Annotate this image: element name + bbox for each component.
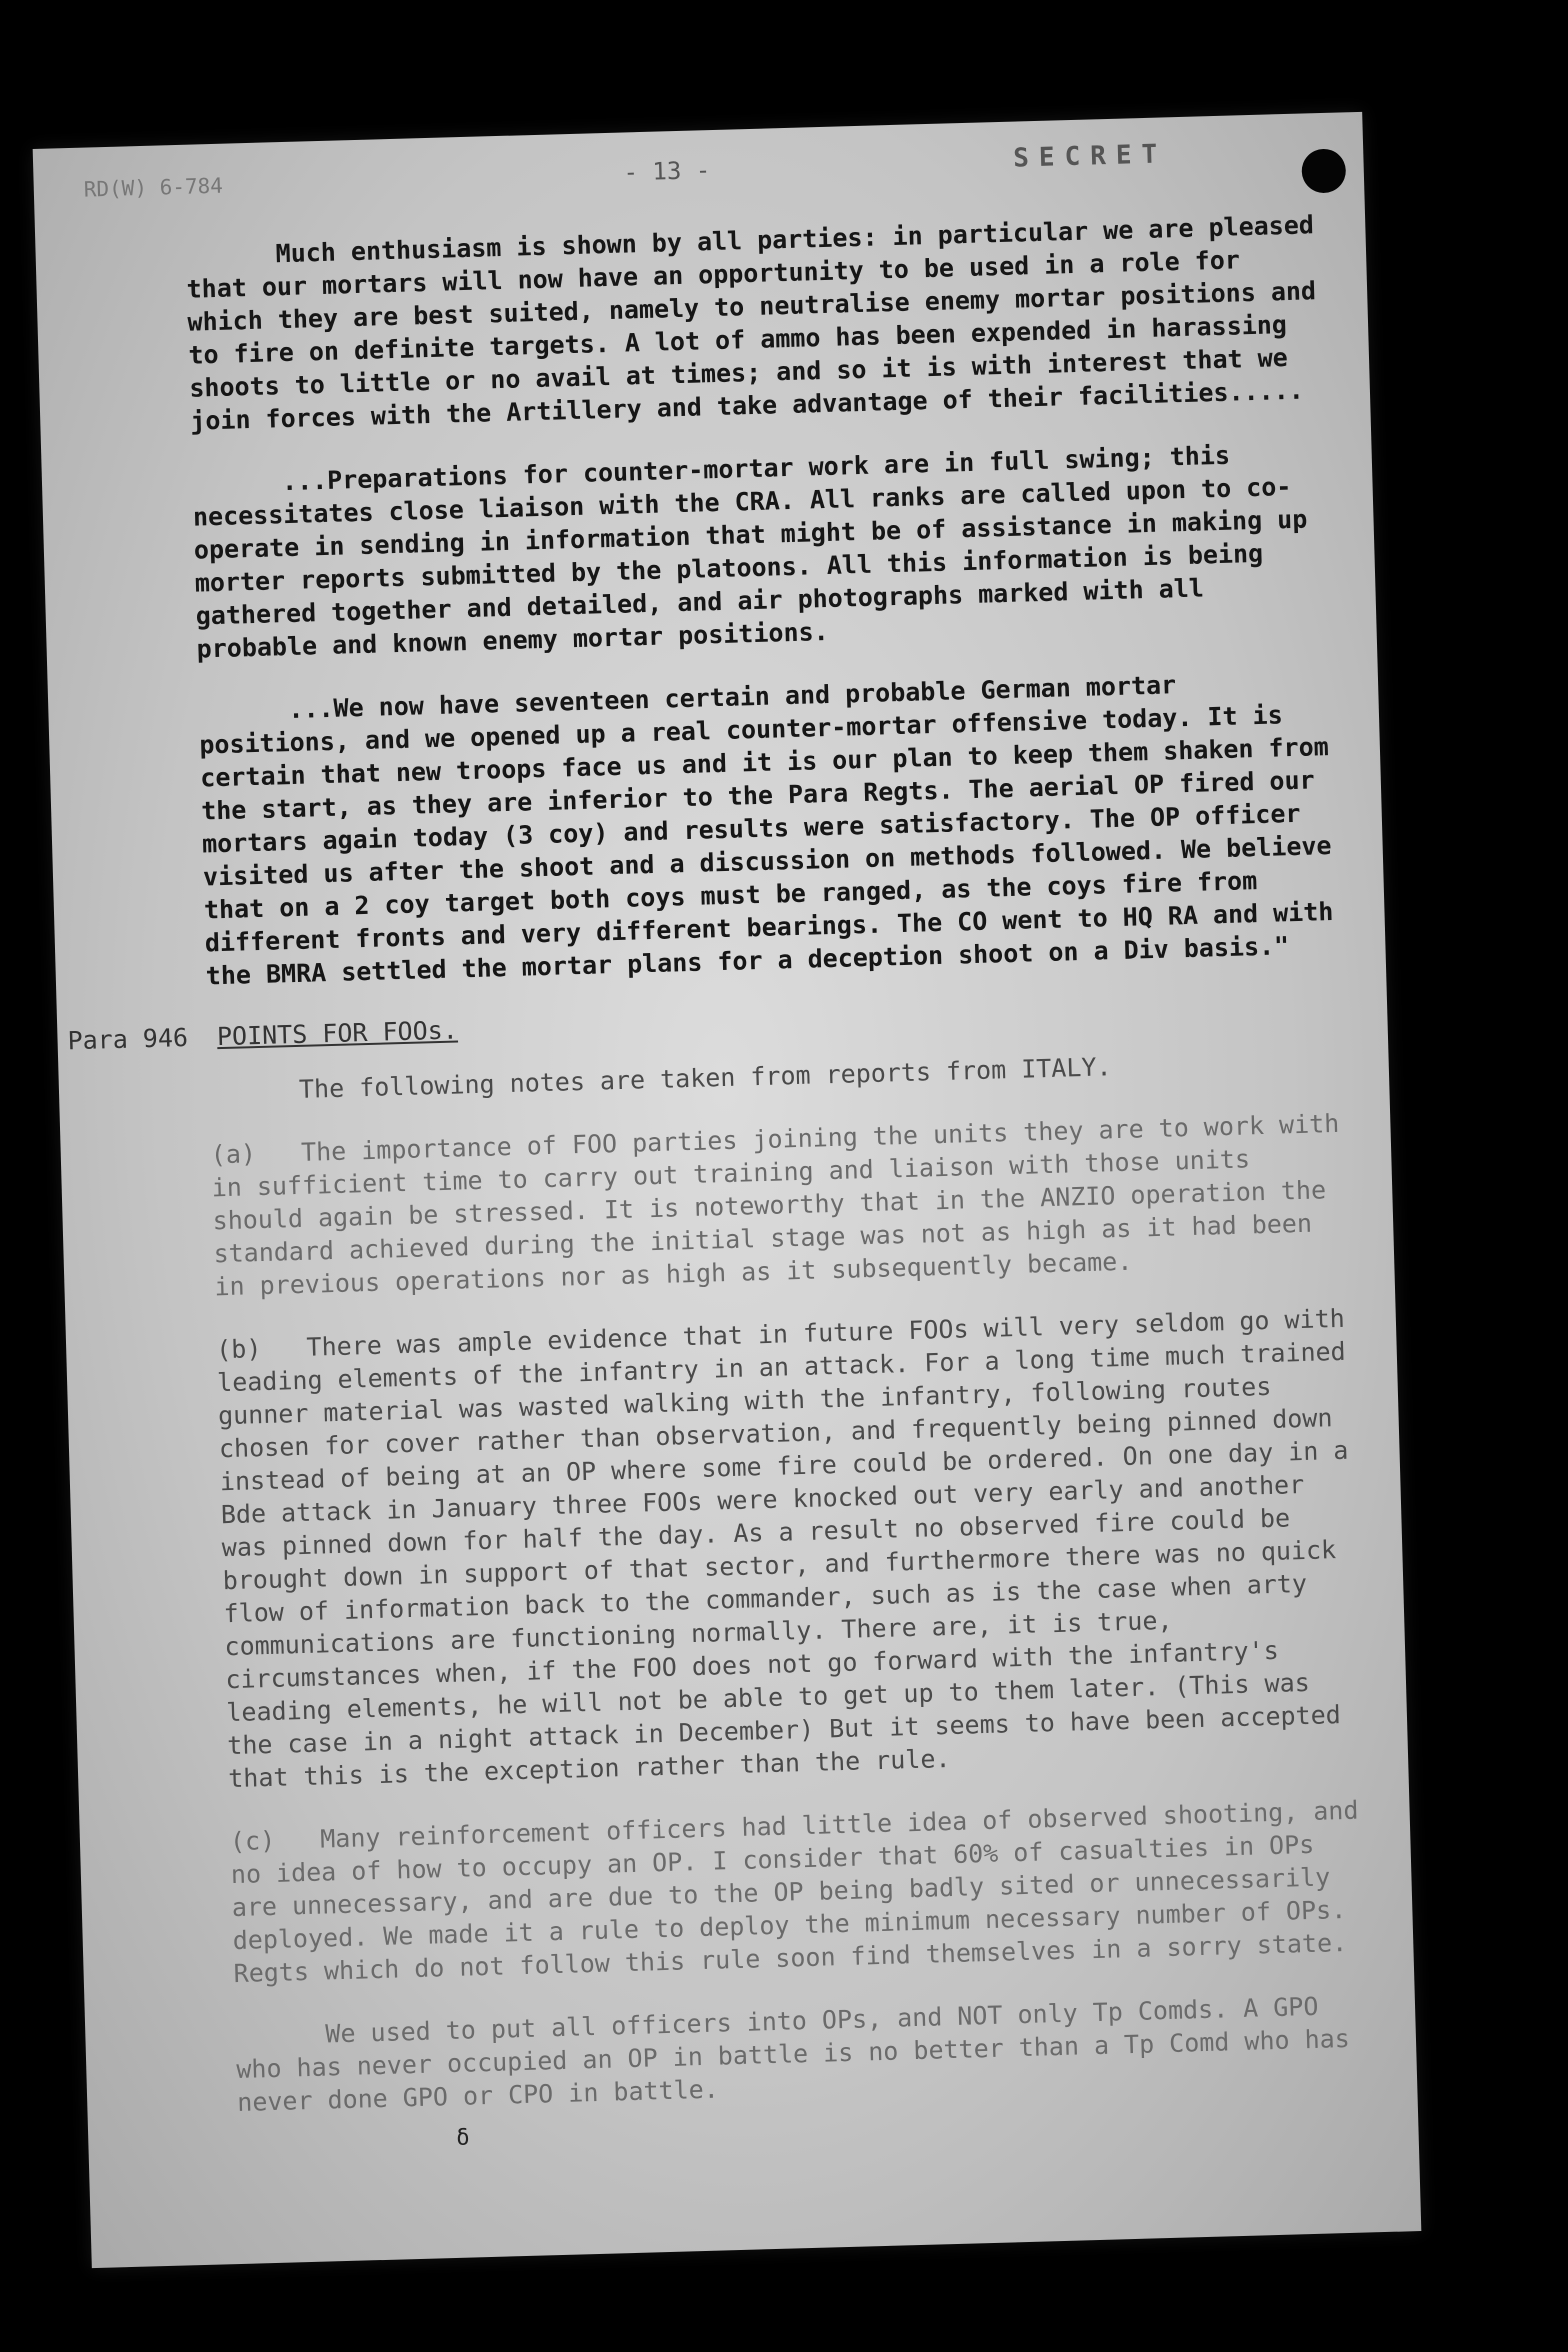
- document-reference: RD(W) 6-784: [83, 173, 224, 202]
- margin-mark: δ: [456, 2125, 470, 2151]
- page-header: [83, 137, 1244, 209]
- closing-paragraph: We used to put all officers into OPs, and NOT only Tp Comds. A GPO who has never occupied an OP in battle is no better than a Tp Comd who has never done GPO or CPO in battle.: [235, 1991, 1366, 2118]
- section-intro: The following notes are taken from reports from ITALY.: [298, 1052, 1112, 1104]
- section-heading: [67, 991, 1347, 1056]
- document-page: [33, 112, 1422, 2268]
- note-item-a: (a) The importance of FOO parties joining the units they are to work with in sufficient time to carry out training and liaison with those units should again be stressed. It is noteworthy that in the ANZIO operation the standard achieved during the initial stage was not as high as it had been in previous operations nor as high as it subsequently became.: [210, 1108, 1355, 1302]
- quoted-paragraph-3: ...We now have seventeen certain and probable German mortar positions, and we opened up a real counter-mortar offensive today. It is certain that new troops face us and it is our plan to keep them shaken from the start, as they are inferior to the Para Regts. The aerial OP fired our mortars again today (3 coy) and results were satisfactory. The OP officer visited us after the shoot and a discussion on methods followed. We believe that on a 2 coy target both coys must be ranged, as the coys fire from different fronts and very different bearings. The CO went to HQ RA and with the BMRA settled the mortar plans for a deception shoot on a Div basis.": [198, 669, 1349, 991]
- punch-hole: [1301, 148, 1346, 193]
- document-body: [67, 208, 1378, 2149]
- note-item-c: (c) Many reinforcement officers had little idea of observed shooting, and no idea of how to occupy an OP. I consider that 60% of casualties in OPs are unnecessary, and are due to the OP being badly sited or unnecessarily deployed. We made it a rule to deploy the minimum necessary number of OPs. Regts which do not follow this rule soon find themselves in a sorry state.: [229, 1795, 1374, 1989]
- page-number: - 13 -: [623, 156, 711, 187]
- section-title: POINTS FOR FOOs.: [216, 1015, 459, 1052]
- quoted-paragraph-2: ...Preparations for counter-mortar work are in full swing; this necessitates close liaison with the CRA. All ranks are called upon to co-operate in sending in information that might be of assistance in making up morter reports submitted by the platoons. All this information is being gathered together and detailed, and air photographs marked with all probable and known enemy mortar positions.: [192, 440, 1323, 664]
- quoted-paragraph-1: Much enthusiasm is shown by all parties: in particular we are pleased that our mortars will now have an opportunity to be used in a role for which they are best suited, namely to neutralise enemy mortar positions and to fire on definite targets. A lot of ammo has been expended in harassing shoots to little or no avail at times; and so it is with interest that we join forces with the Artillery and take advantage of their facilities.....: [186, 209, 1332, 436]
- classification-stamp: SECRET: [1012, 139, 1168, 174]
- section-number: Para 946: [67, 1022, 189, 1056]
- note-item-b: (b) There was ample evidence that in future FOOs will very seldom go with leading elements of the infantry in an attack. For a long time much trained gunner material was wasted walking with the infantry, following routes chosen for cover rather than observation, and frequently being pinned down instead of being at an OP where some fire could be ordered. On one day in a Bde attack in January three FOOs were knocked out very early and another was pinned down for half the day. As a result no observed fire could be brought down in support of that sector, and furthermore there was no quick flow of information back to the commander, such as is the case when arty communications are functioning normally. There are, it is true, circumstances when, if the FOO does not go forward with the infantry's leading elements, he will not be able to get up to them later. (This was the case in a night attack in December) But it seems to have been accepted that this is the exception rather than the rule.: [215, 1303, 1364, 1794]
